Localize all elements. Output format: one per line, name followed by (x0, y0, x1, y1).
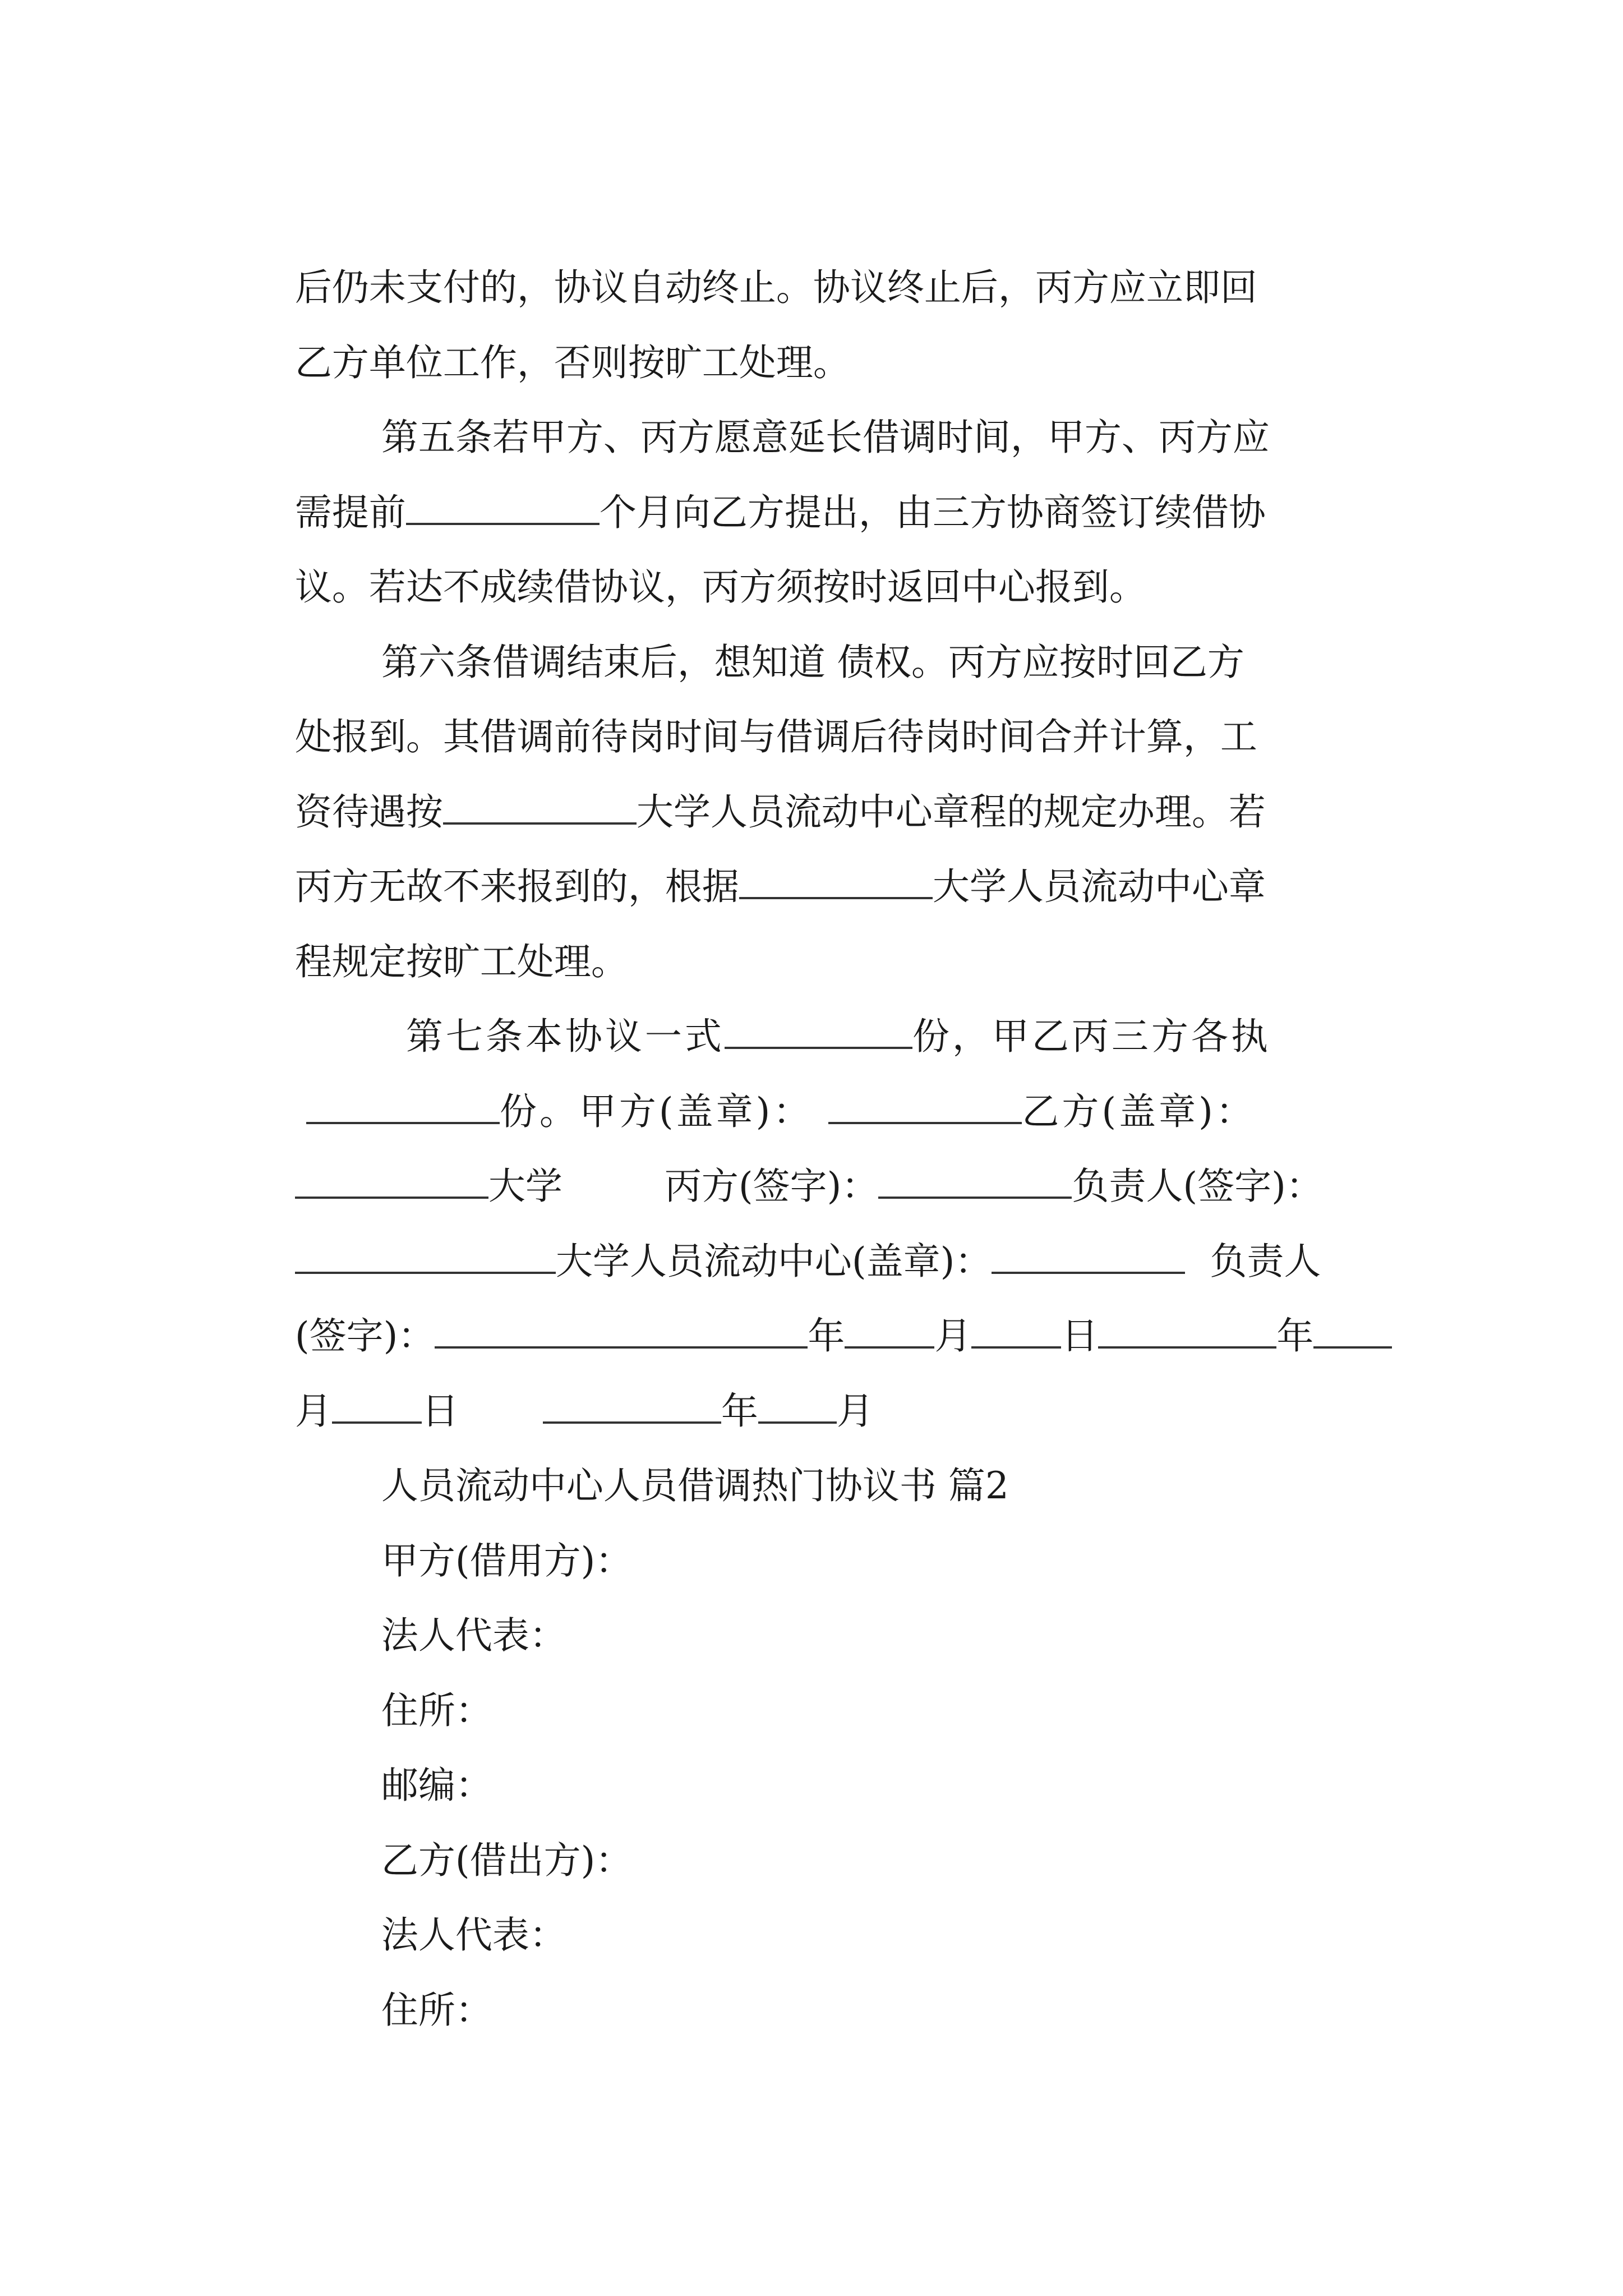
line-text: 住所： (381, 1989, 492, 2032)
line-text: 甲方(借用方)： (381, 1539, 633, 1582)
line-text: 日 (421, 1389, 459, 1433)
line-text: 程规定按旷工处理。 (294, 940, 628, 983)
line-text: 年 (721, 1389, 758, 1433)
fill-in-blank (739, 864, 933, 899)
line-text: 丙方无故不来报到的，根据 (294, 865, 739, 908)
line-text: 住所： (381, 1689, 492, 1732)
line-text: 第五条若甲方、丙方愿意延长借调时间，甲方、丙方应 (381, 416, 1270, 459)
line-text: 处报到。其借调前待岗时间与借调后待岗时间合并计算，工 (294, 715, 1257, 758)
line-text: 资待遇按 (294, 790, 443, 834)
line-text: 年 (808, 1314, 845, 1358)
line-text: 邮编： (381, 1764, 492, 1807)
line-text: 丙方(签字)： (664, 1165, 879, 1208)
fill-in-blank (1313, 1314, 1392, 1349)
line-text: 第六条借调结束后，想知道 债权。丙方应按时回乙方 (381, 641, 1244, 684)
line-text: 需提前 (294, 491, 406, 534)
line-text: 乙方(盖章)： (1022, 1090, 1256, 1133)
line-text: 大学人员流动中心章 (932, 865, 1266, 908)
line-text: 年 (1276, 1314, 1314, 1358)
line-text: 份。甲方(盖章)： (499, 1090, 813, 1133)
line-text: 法人代表： (381, 1913, 566, 1957)
line-text: 大学 (488, 1165, 562, 1208)
heading-text: 人员流动中心人员借调热门协议书 篇2 (381, 1464, 1009, 1507)
address-label (334, 1935, 492, 2086)
line-text: 大学人员流动中心章程的规定办理。若 (636, 790, 1266, 834)
line-text: 乙方(借出方)： (381, 1839, 633, 1882)
line-text: 月 (934, 1314, 972, 1358)
line-text: 份，甲乙丙三方各执 (912, 1015, 1271, 1058)
line-text: 月 (294, 1389, 332, 1433)
line-text: 负责人 (1210, 1240, 1321, 1283)
fill-in-blank (1098, 1314, 1276, 1349)
line-text: 第七条本协议一式 (405, 1015, 725, 1058)
line-text: 后仍未支付的，协议自动终止。协议终止后，丙方应立即回 (294, 266, 1257, 309)
line-text: (签字)： (294, 1314, 435, 1358)
line-text: 负责人(签字)： (1072, 1165, 1323, 1208)
line-text: 议。若达不成续借协议，丙方须按时返回中心报到。 (294, 565, 1146, 609)
line-text: 个月向乙方提出，由三方协商签订续借协 (599, 491, 1266, 534)
fill-in-blank (971, 1314, 1061, 1349)
line-text: 大学人员流动中心(盖章)： (555, 1240, 992, 1283)
line-text: 月 (836, 1389, 874, 1433)
line-text: 日 (1061, 1314, 1099, 1358)
line-text: 乙方单位工作，否则按旷工处理。 (294, 341, 850, 384)
line-text: 法人代表： (381, 1614, 566, 1657)
